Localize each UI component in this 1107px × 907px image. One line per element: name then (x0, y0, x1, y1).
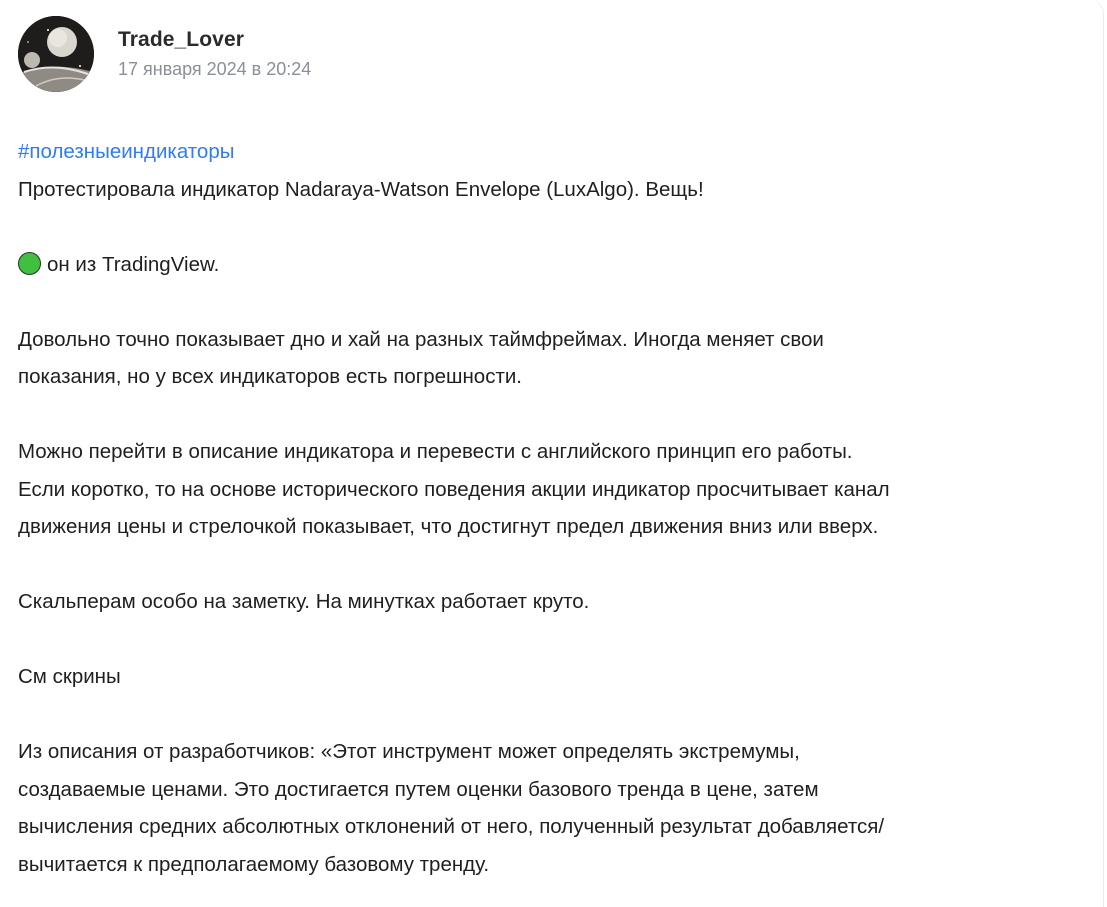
post-text-fragment: он из TradingView. (47, 252, 220, 276)
post-text-line: движения цены и стрелочкой показывает, что достигнут предел движения вниз или вверх. (18, 515, 879, 538)
post-text-line: Из описания от разработчиков: «Этот инструмент может определять экстремумы, (18, 740, 800, 763)
post-text-line: вычитается к предполагаемому базовому тренду. (18, 852, 490, 876)
post-header (18, 16, 311, 92)
post-text-line: создаваемые ценами. Это достигается путем оценки базового тренда в цене, затем (18, 777, 819, 801)
green-circle-icon (18, 252, 41, 275)
post-text-line: Довольно точно показывает дно и хай на разных таймфреймах. Иногда меняет свои (18, 327, 824, 351)
post-text-line: См скрины (18, 665, 121, 688)
post-text-line: Можно перейти в описание индикатора и перевести с английского принцип его работы. (18, 440, 853, 463)
post-text-line: Если коротко, то на основе исторического поведения акции индикатор просчитывает канал (18, 477, 890, 501)
post-text-line: Протестировала индикатор Nadaraya-Watson Envelope (LuxAlgo). Вещь! (18, 177, 704, 201)
hashtag-link[interactable]: #полезныеиндикаторы (18, 140, 235, 163)
author-block (118, 27, 311, 80)
post-text-line (18, 246, 1088, 284)
planet-space-avatar-icon (18, 16, 94, 92)
post-text-line: вычисления средних абсолютных отклонений от него, полученный результат добавляется/ (18, 815, 885, 838)
post-text-line: показания, но у всех индикаторов есть погрешности. (18, 365, 522, 388)
author-name[interactable]: Trade_Lover (118, 27, 244, 51)
avatar[interactable] (18, 16, 94, 92)
post-body (18, 133, 1088, 883)
post-text-line: Скальперам особо на заметку. На минутках работает круто. (18, 590, 590, 613)
post-date[interactable]: 17 января 2024 в 20:24 (118, 58, 312, 79)
